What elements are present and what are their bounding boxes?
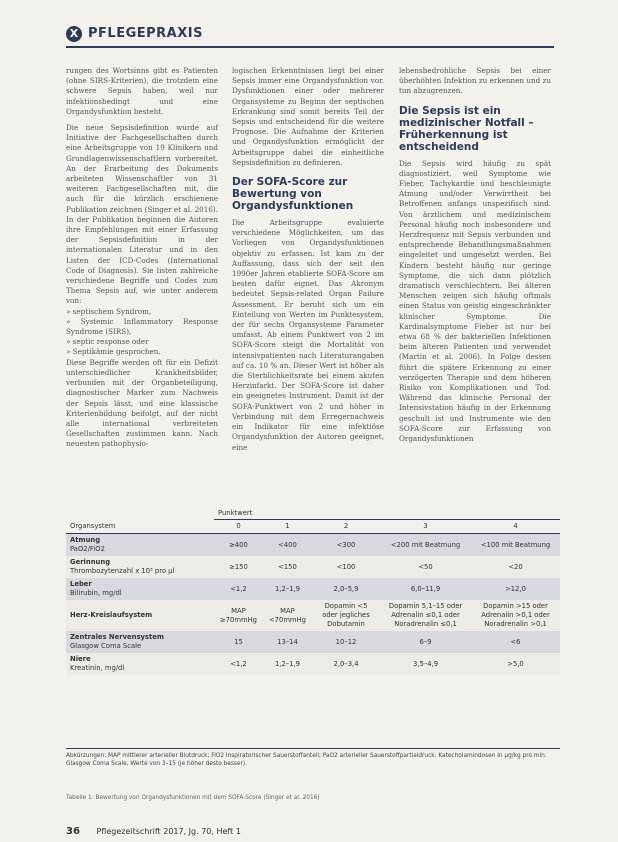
table-row [66, 578, 560, 600]
organ-name: Niere [70, 655, 91, 663]
table-cell: <400 [278, 540, 297, 549]
table-cell: 15 [234, 637, 243, 646]
paragraph: logischen Erkenntnissen liegt bei einer Sepsis immer eine Organdysfunktion vor. Dysfunktionen einer oder mehrerer Organsysteme zu Beginn der septischen Erkrankung sind somit bereits Teil der Sepsis und entscheidend für die weitere Prognose. Die Aufnahme der Kriterien und Organdysfunktion ermöglicht der Arbeitsgruppe dabei die einheitliche Sepsisdefinition zu definieren. [232, 66, 384, 167]
paragraph: Die neue Sepsisdefinition wurde auf Initiative der Fachgesellschaften durch eine Arbeitsgruppe von 19 Klinikern und Grundlagenwissenschaftlern vorbereitet. An der Erarbeitung des Dokuments arbeiteten Wissenschaftler von 31 weiteren Fachgesellschaften mit, die auch für die kürzlich erschienene Publikation zeichnen (Singer et al. 2016). In der Publikation beginnen die Autoren ihre Empfehlungen mit einer Erfassung der Sepsisdefinition in der internationalen Literatur und in den Listen der ICD-Codes (International Code of Diagnosis). Sie listen zahlreiche verschiedene Begriffe und Codes zum Thema Sepsis auf, wie unter anderem von: [66, 123, 218, 306]
score-header: 0 [214, 520, 263, 534]
table-cell: Dopamin <5 oder jegliches Dobutamin [322, 602, 370, 628]
journal-citation: Pflegezeitschrift 2017, Jg. 70, Heft 1 [96, 827, 241, 836]
table-cell: MAP <70mmHg [268, 606, 306, 624]
table-cell: Dopamin 5,1–15 oder Adrenalin ≤0,1 oder Noradrenalin ≤0,1 [388, 602, 463, 628]
table-cell: 1,2–1,9 [274, 584, 300, 593]
list-item: » septischem Syndrom, [66, 306, 152, 316]
table-cell: 13–14 [277, 637, 298, 646]
organ-name: Atmung [70, 536, 101, 544]
table-cell: 3,5–4,9 [413, 659, 439, 668]
table-cell: 2,0–5,9 [333, 584, 359, 593]
score-header: 3 [380, 520, 471, 534]
table-cell: 10–12 [335, 637, 357, 646]
table-cell: <50 [418, 562, 433, 571]
list-item: » septic response oder [66, 337, 149, 347]
page-header [0, 0, 618, 52]
organ-name: Zentrales Nervensystem [70, 633, 164, 641]
table-cell: <1,2 [230, 659, 247, 668]
table-cell: 6–9 [419, 637, 432, 646]
section-title: PFLEGEPRAXIS [88, 26, 203, 41]
section-badge: X [66, 26, 82, 42]
table-cell: 6,0–11,9 [410, 584, 441, 593]
table-caption: Tabelle 1: Bewertung von Organdysfunktionen mit dem SOFA-Score (Singer et al. 2016) [66, 795, 320, 801]
table-cell: <6 [510, 637, 521, 646]
table-cell: 1,2–1,9 [274, 659, 300, 668]
paragraph: rungen des Wortsinns gibt es Patienten (ohne SIRS-Kriterien), die trotzdem eine schwere Sepsis haben, weil nur infektionsbedingt und eine Organdysfunktion besteht. [66, 66, 218, 116]
table-footnote: Abkürzungen: MAP mittlerer arterieller Blutdruck; FiO2 Inspiratorischer Sauerstoffanteil; PaO2 arterieller Sauerstoffpartialdruck. Katecholamindosen in µg/kg pro min. Glasgow Coma Scale, Werte von 3–15 (je höher desto besser). [66, 748, 560, 768]
table-cell: <100 mit Beatmung [480, 540, 551, 549]
organ-name: Leber [70, 580, 92, 588]
table-cell: Dopamin >15 oder Adrenalin >0,1 oder Noradrenalin >0,1 [481, 602, 550, 628]
organ-parameter: Kreatinin, mg/dl [70, 664, 125, 672]
table-cell: >12,0 [505, 584, 526, 593]
paragraph: Die Arbeitsgruppe evaluierte verschiedene Möglichkeiten, um das Vorliegen von Organdysfunktionen objektiv zu erfassen. Ist kam zu der Auffassung, dass sich der seit den 1990er Jahren etablierte SOFA-Score am besten dafür eignet. Das Akronym bedeutet Sepsis-related Organ Failure Assessment. Er beruht sich um ein Einteilung von Werten im Punktesystem, der für sechs Organsysteme Parameter umfasst. Ab einem Punktwert von 2 im SOFA-Score steigt die Mortalität von intensivpatienten nach Literaturangaben auf ca. 10 % an. Dieser Wert ist höher als die Sterblichkeitsrate bei einem akuten Herzinfarkt. Der SOFA-Score ist daher ein geeignetes Instrument. Damit ist der SOFA-Punktwert von 2 und höher in Verbindung mit dem Erregernachweis ein Indikator für eine infektiöse Organdysfunktion der Autoren geeignet, eine [232, 218, 384, 452]
table-cell: >5,0 [507, 659, 524, 668]
section-heading: Der SOFA-Score zur Bewertung von Organdysfunktionen [232, 176, 354, 213]
organ-parameter: PaO2/FiO2 [70, 545, 105, 553]
score-header: 1 [263, 520, 312, 534]
score-header: 2 [312, 520, 380, 534]
table-cell: ≥150 [229, 562, 248, 571]
score-header: 4 [471, 520, 560, 534]
list-item: » Systemic Inflammatory Response Syndrome (SIRS), [66, 316, 218, 337]
table-cell: <20 [508, 562, 523, 571]
list-item: » Septikämie gesprochen. [66, 347, 161, 357]
table-cell: 2,0–3,4 [333, 659, 359, 668]
table-cell: ≥400 [229, 540, 248, 549]
table-cell: <300 [336, 540, 356, 549]
organ-parameter: Glasgow Coma Scale [70, 642, 142, 650]
table-cell: <1,2 [230, 584, 247, 593]
punktwert-header: Punktwert [214, 507, 560, 520]
table-row [66, 534, 560, 557]
table-cell: <100 [336, 562, 356, 571]
table-cell: MAP ≥70mmHg [219, 606, 257, 624]
table-row [66, 653, 560, 675]
paragraph: Die Sepsis wird häufig zu spät diagnostiziert, weil Symptome wie Fieber, Tachykardie und beschleunigte Atmung und/oder Verwirrtheit bei Betroffenen anfangs unspezifisch sind. Von ärztlichem und medizinischem Personal häufig noch insbesondere und Herzfrequenz mit Sepsis verbunden und entsprechende Behandlungsmaßnahmen eingeleitet und umgesetzt werden. Bei Kindern besteht häufig nur geringe Symptome, die sich dann plötzlich dramatisch verschlechtern. Bei älteren Menschen zeigen sich häufig oftmals einen Status von geistig eingeschränkter klinischer Symptome. Die Kardinalsymptome Fieber ist nur bei etwa 68 % der bakteriellen Infektionen beim älteren Patienten und verwendet (Martin et al. 2006). In Folge dessen führt die spätere Erkennung zu einer verzögerten Therapie und dem höheren Risiko von Komplikationen und Tod. Während das klinische Personal der Intensivstation häufig in der Erkennung geschult ist und Instrumente wie den SOFA-Score zur Erfassung von Organdysfunktionen [399, 158, 551, 444]
organ-name: Herz-Kreislaufsystem [70, 611, 153, 619]
table-row [66, 556, 560, 578]
table-row [66, 600, 560, 631]
table-cell: <150 [278, 562, 297, 571]
paragraph: lebensbedrohliche Sepsis bei einer überhöhten Infektion zu erkennen und zu tun abzugrenzen. [399, 66, 551, 96]
paragraph: Diese Begriffe werden oft für ein Defizit unterschiedlicher Krankheitsbilder, verbunden mit der Organbeteiligung, diagnostischer Marker zum Nachweis der Sepsis lässt, und eine klassische Kriterienbildung beifolgt, auf der nicht alle international verbreiteten Gesellschaften zustimmen kann. Nach neuesten pathophysio- [66, 357, 218, 449]
organ-parameter: Bilirubin, mg/dl [70, 589, 122, 597]
header-rule [66, 46, 554, 48]
section-heading: Die Sepsis ist ein medizinischer Notfall – Früherkennung ist entscheidend [399, 104, 534, 153]
table-cell: <200 mit Beatmung [390, 540, 461, 549]
sofa-table [66, 507, 560, 675]
organ-name: Gerinnung [70, 558, 111, 566]
text-column-1 [66, 66, 218, 456]
organsystem-header: Organsystem [66, 520, 214, 534]
text-column-2 [232, 66, 384, 459]
table-row [66, 631, 560, 653]
organ-parameter: Thrombozytenzahl x 10³ pro µl [70, 567, 175, 575]
page-footer [66, 826, 241, 837]
term-list [66, 307, 218, 358]
page-number: 36 [66, 826, 80, 837]
text-column-3 [399, 66, 551, 450]
